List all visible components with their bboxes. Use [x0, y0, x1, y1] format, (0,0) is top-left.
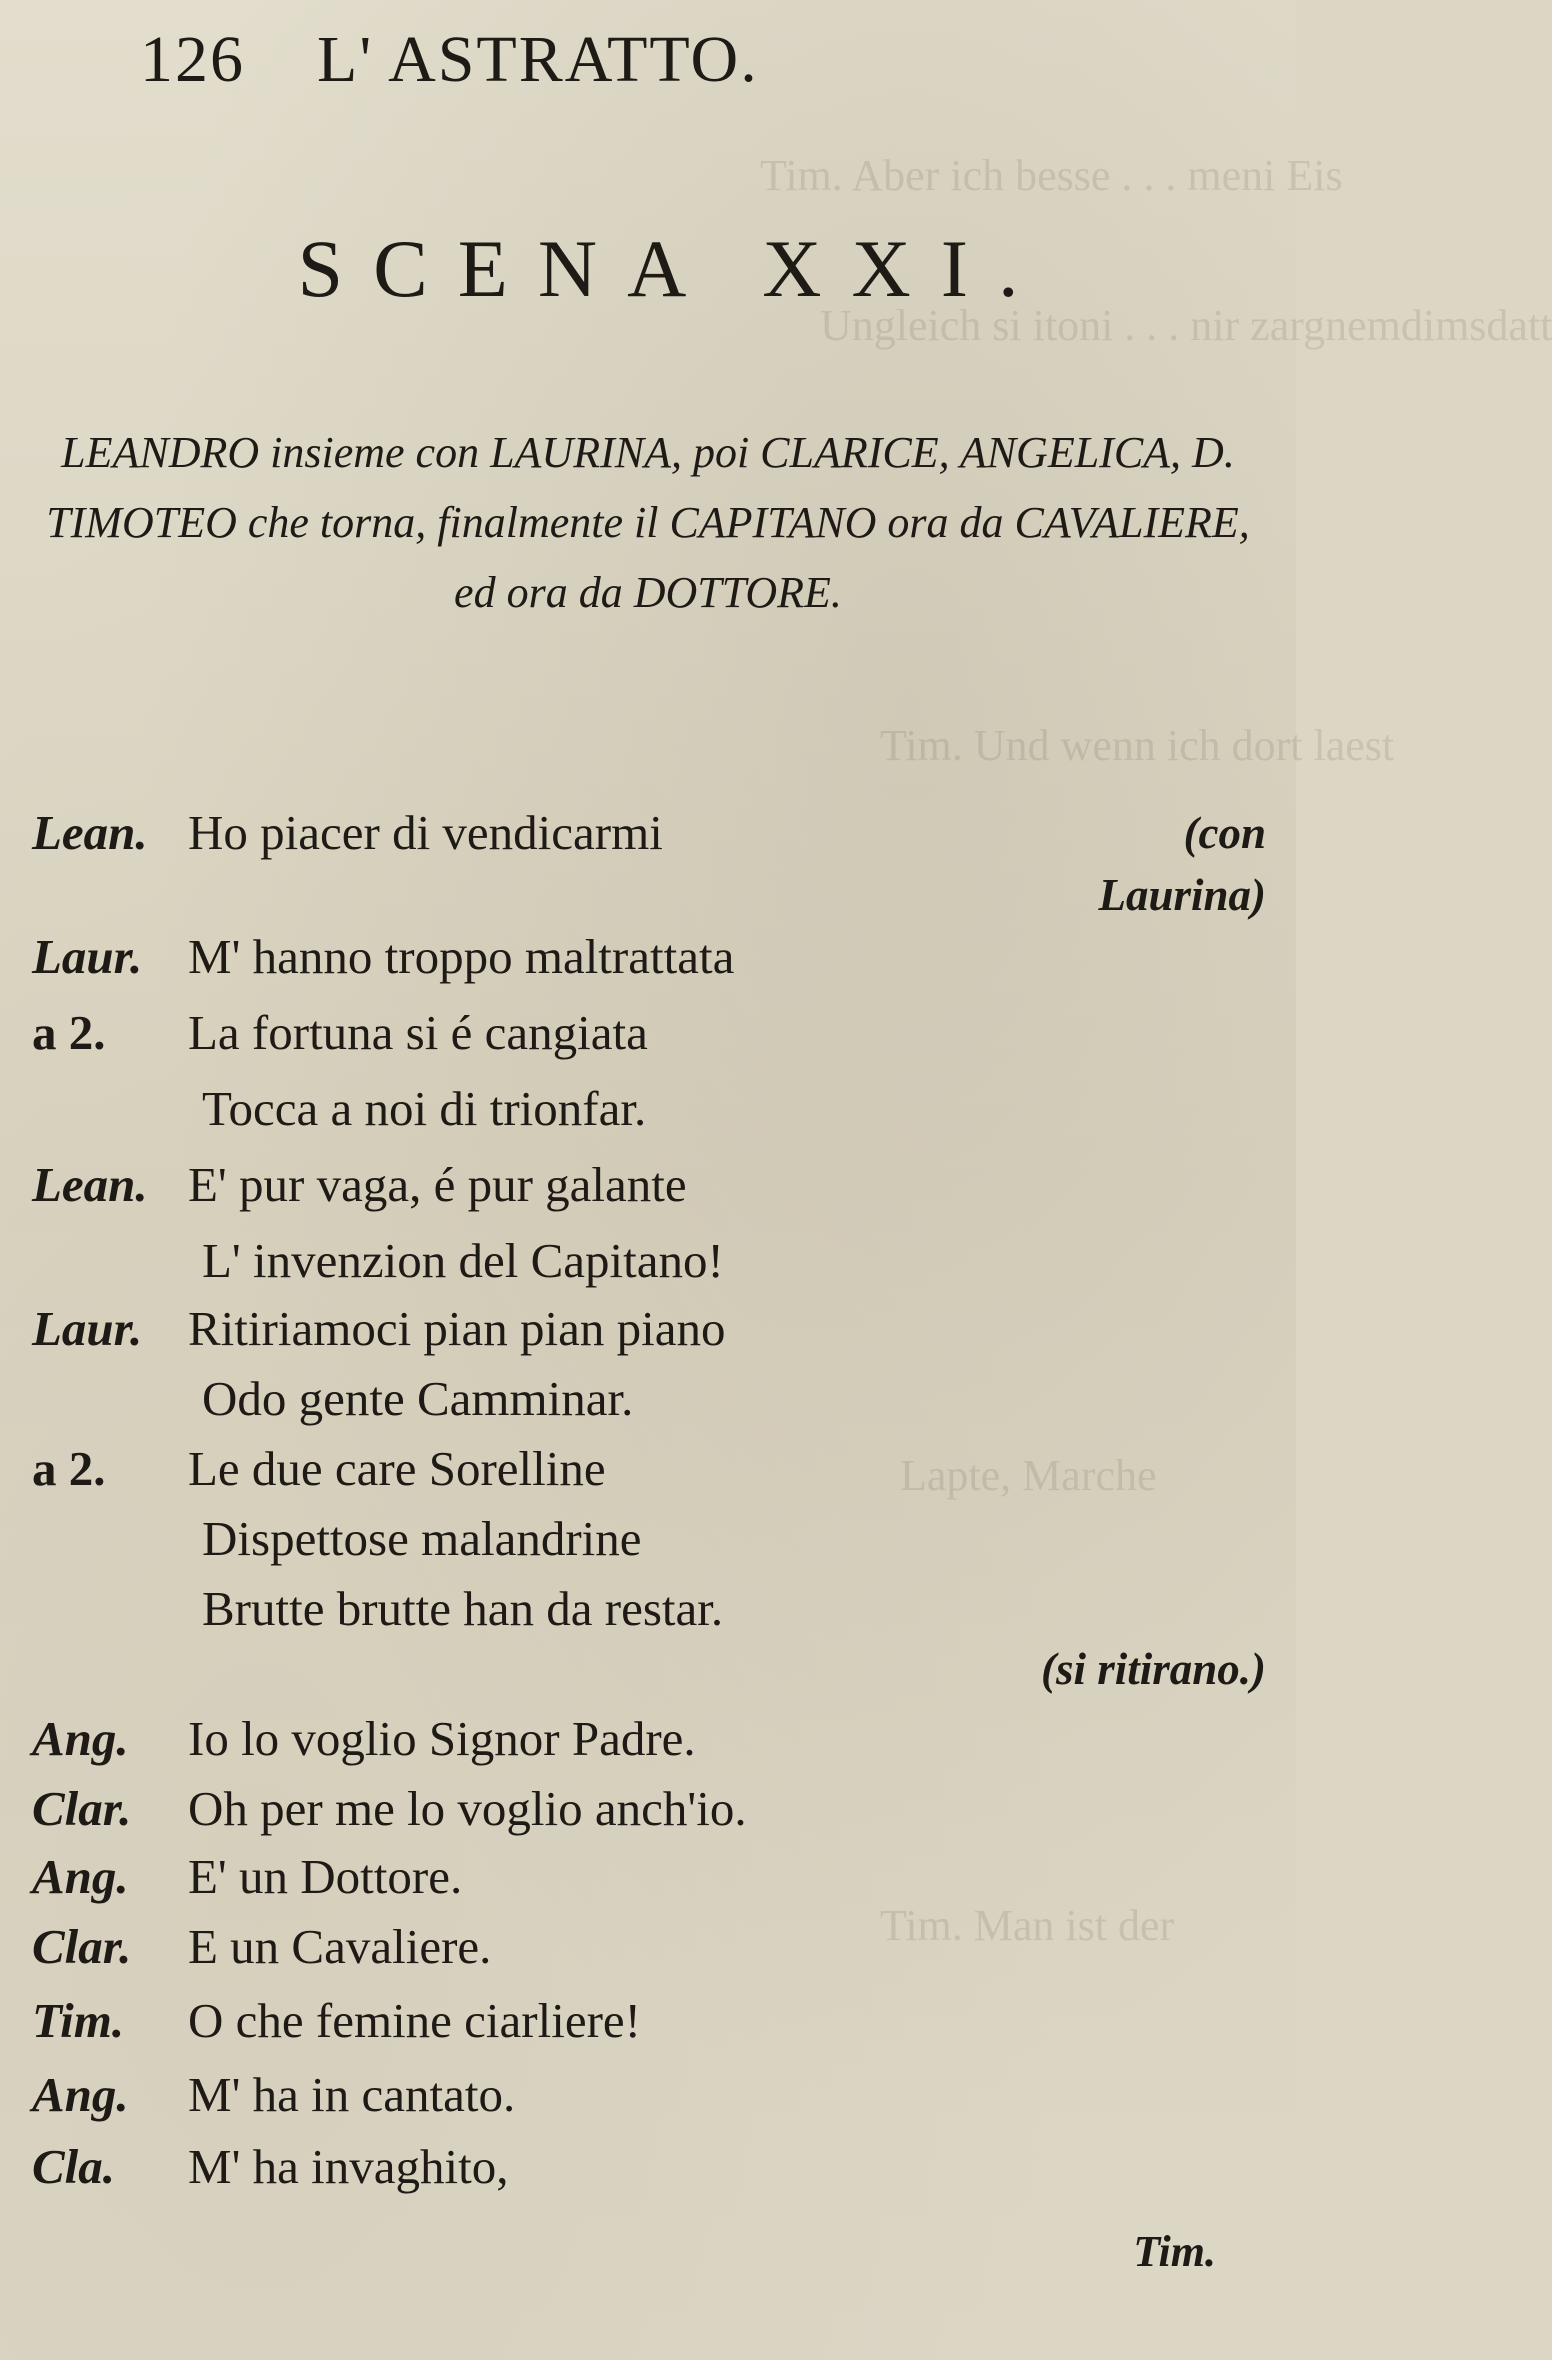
verse-line — [32, 1506, 1266, 1572]
scene-title: SCENA XXI. — [297, 223, 1049, 314]
verse-line — [32, 1436, 1266, 1502]
speaker-label: Tim. — [32, 1993, 125, 2048]
verse-text: Brutte brutte han da restar. — [202, 1581, 724, 1636]
verse-text: Odo gente Camminar. — [202, 1371, 634, 1426]
speaker-label: Cla. — [32, 2139, 116, 2194]
verse-line — [32, 862, 1266, 928]
running-title: L' ASTRATTO. — [317, 23, 759, 96]
verse-text: Tocca a noi di trionfar. — [202, 1081, 647, 1136]
verse-text: E' un Dottore. — [188, 1849, 463, 1904]
verse-line — [32, 1152, 1266, 1218]
verse-line — [32, 924, 1266, 990]
verse-line — [32, 1576, 1266, 1642]
verse-text: Le due care Sorelline — [188, 1441, 606, 1496]
verse-text: Ho piacer di vendicarmi — [188, 805, 663, 860]
verse-text: M' hanno troppo maltrattata — [188, 929, 735, 984]
show-through-text: Tim. Aber ich besse . . . meni Eis — [760, 151, 1343, 200]
verse-text: O che femine ciarliere! — [188, 1993, 641, 2048]
stage-direction: (si ritirano.) — [1040, 1644, 1266, 1694]
show-through-text: Lapte, Marche — [900, 1451, 1157, 1500]
stage-direction-continued: Laurina) — [1098, 870, 1266, 920]
verse-line — [32, 1988, 1266, 2054]
verse-text: M' ha in cantato. — [188, 2067, 516, 2122]
speaker-label: Lean. — [32, 805, 148, 860]
show-through-text: Tim. Man ist der — [880, 1901, 1175, 1950]
verse-text: E un Cavaliere. — [188, 1919, 492, 1974]
speaker-label: Laur. — [32, 929, 143, 984]
verse-line — [32, 800, 1266, 866]
verse-text: L' invenzion del Capitano! — [202, 1233, 724, 1288]
catchword: Tim. — [1133, 2227, 1216, 2276]
verse-line — [32, 1228, 1266, 1294]
verse-text: Io lo voglio Signor Padre. — [188, 1711, 696, 1766]
verse-line — [32, 1366, 1266, 1432]
verse-line — [32, 2062, 1266, 2128]
page-number: 126 — [140, 23, 245, 96]
verse-line — [32, 1776, 1266, 1842]
speaker-label: Lean. — [32, 1157, 148, 1212]
verse-text: La fortuna si é cangiata — [188, 1005, 648, 1060]
verse-line — [32, 1844, 1266, 1910]
verse-line — [32, 1296, 1266, 1362]
verse-line — [32, 1914, 1266, 1980]
speaker-label: Ang. — [32, 1849, 129, 1904]
verse-text: Oh per me lo voglio anch'io. — [188, 1781, 747, 1836]
speaker-label: a 2. — [32, 1005, 106, 1060]
stage-direction: (con — [1183, 808, 1266, 858]
verse-text: Ritiriamoci pian pian piano — [188, 1301, 726, 1356]
verse-line — [32, 1636, 1266, 1702]
verse-text: E' pur vaga, é pur galante — [188, 1157, 687, 1212]
verse-line — [32, 1000, 1266, 1066]
speaker-label: Ang. — [32, 1711, 129, 1766]
verse-line — [32, 1076, 1266, 1142]
speaker-label: Ang. — [32, 2067, 129, 2122]
speaker-label: a 2. — [32, 1441, 106, 1496]
character-list: LEANDRO insieme con LAURINA, poi CLARICE, ANGELICA, D. TIMOTEO che torna, finalmente il CAPITANO ora da CAVALIERE, ed ora da DOTTORE. — [46, 428, 1250, 617]
verse-line — [32, 1706, 1266, 1772]
page-header — [140, 22, 759, 98]
speaker-label: Laur. — [32, 1301, 143, 1356]
verse-text: Dispettose malandrine — [202, 1511, 642, 1566]
verse-text: M' ha invaghito, — [188, 2139, 509, 2194]
speaker-label: Clar. — [32, 1781, 132, 1836]
show-through-text: Ungleich si itoni . . . nir zargnemdimsdatt — [820, 301, 1552, 350]
speaker-label: Clar. — [32, 1919, 132, 1974]
verse-line — [32, 2134, 1266, 2200]
show-through-text: Tim. Und wenn ich dort laest — [880, 721, 1395, 770]
